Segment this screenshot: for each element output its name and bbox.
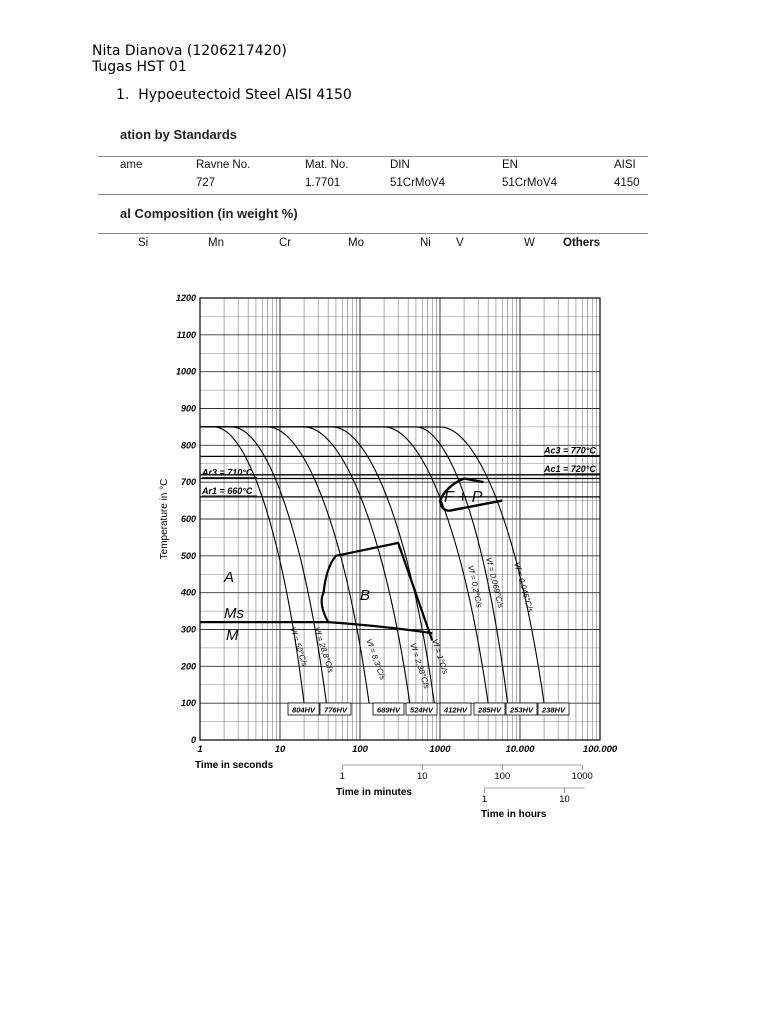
y-tick-label: 700 [180, 477, 196, 488]
composition-title: al Composition (in weight %) [120, 206, 298, 221]
std-header-mat: Mat. No. [305, 159, 349, 171]
phase-label: A [224, 569, 235, 586]
cooling-rate-label: Vf = 0,2°C/s [466, 564, 484, 609]
std-value-en: 51CrMoV4 [502, 177, 557, 189]
hardness-value: 776HV [324, 705, 347, 715]
ms-line [328, 622, 432, 633]
student-name: Nita Dianova (1206217420) [92, 43, 287, 59]
cooling-rate-label: Vf = 28,8°C/s [312, 625, 336, 674]
x-tick-label-minutes: 100 [494, 771, 511, 782]
y-tick-label: 0 [190, 735, 196, 745]
x-tick-label-hours: 10 [559, 794, 570, 805]
y-tick-label: 900 [180, 403, 196, 414]
y-tick-label: 200 [180, 661, 196, 672]
comp-header-si: Si [138, 237, 149, 249]
critical-temperature-label: Ar3 = 710°C [202, 467, 253, 478]
x-tick-label-seconds: 100 [352, 744, 368, 755]
x-tick-label-minutes: 1000 [571, 771, 593, 782]
y-tick-label: 500 [180, 550, 196, 561]
std-header-name: ame [120, 159, 143, 171]
phase-label: M [226, 627, 239, 644]
std-value-aisi: 4150 [614, 177, 640, 189]
x-axis-label-minutes: Time in minutes [336, 787, 412, 798]
list-number: 1. [116, 87, 130, 103]
x-axis-label-seconds: Time in seconds [195, 760, 274, 771]
comp-header-mo: Mo [348, 237, 364, 249]
hardness-value: 524HV [410, 705, 433, 715]
hardness-value: 804HV [292, 705, 315, 715]
hardness-value: 285HV [478, 705, 501, 715]
comp-header-v: V [456, 237, 464, 249]
phase-label: B [360, 587, 371, 604]
std-header-aisi: AISI [614, 159, 636, 171]
comp-header-others: Others [563, 237, 601, 249]
x-tick-label-seconds: 1000 [429, 744, 451, 755]
cooling-rate-label: Vf = 0,069°C/s [484, 556, 506, 609]
list-item-text: Hypoeutectoid Steel AISI 4150 [138, 87, 352, 103]
x-tick-label-minutes: 1 [339, 771, 345, 782]
std-header-en: EN [502, 159, 518, 171]
phase-label: F + P [444, 489, 483, 506]
comp-header-mn: Mn [208, 237, 224, 249]
y-tick-label: 600 [180, 514, 196, 524]
cooling-rate-label: Vf = 1°C/s [430, 637, 450, 676]
hardness-value: 253HV [510, 705, 533, 715]
critical-temperature-label: Ar1 = 660°C [202, 485, 253, 496]
critical-temperature-label: Ac3 = 770°C [544, 445, 596, 456]
x-tick-label-minutes: 10 [416, 771, 428, 782]
cooling-rate-label: Vf = 2,38°C/s [408, 641, 432, 690]
std-value-din: 51CrMoV4 [390, 177, 445, 189]
y-tick-label: 300 [180, 624, 196, 635]
x-tick-label-seconds: 10.000 [505, 744, 535, 755]
y-tick-label: 1200 [175, 293, 196, 303]
hardness-value: 238HV [542, 705, 565, 715]
y-tick-label: 800 [180, 440, 196, 451]
y-tick-label: 100 [180, 698, 196, 709]
cooling-rate-label: Vf = 8,3°C/s [364, 637, 388, 682]
y-tick-label: 1100 [176, 329, 196, 340]
comp-header-w: W [524, 237, 535, 249]
y-axis-label: Temperature in °C [159, 478, 170, 560]
x-tick-label-seconds: 100.000 [582, 744, 618, 755]
critical-temperature-label: Ac1 = 720°C [544, 463, 596, 474]
assignment-title: Tugas HST 01 [92, 59, 187, 75]
x-axis-label-hours: Time in hours [481, 809, 547, 820]
std-header-din: DIN [390, 159, 410, 171]
standards-title: ation by Standards [120, 127, 238, 142]
hardness-value: 412HV [444, 705, 467, 715]
x-tick-label-seconds: 10 [274, 744, 286, 755]
x-tick-label-seconds: 1 [197, 744, 203, 755]
x-tick-label-hours: 1 [481, 794, 488, 805]
comp-header-ni: Ni [420, 237, 431, 249]
std-value-ravne: 727 [196, 177, 216, 189]
phase-label: Ms [224, 605, 244, 622]
cooling-rate-label: Vf = 50°C/s [288, 625, 310, 668]
std-header-ravne: Ravne No. [196, 159, 251, 171]
std-value-mat: 1.7701 [305, 177, 341, 189]
comp-header-cr: Cr [279, 237, 292, 249]
y-tick-label: 400 [180, 587, 196, 598]
cooling-rate-label: Vf = 0,046°C/s [512, 561, 536, 614]
hardness-value: 689HV [377, 705, 400, 715]
y-tick-label: 1000 [175, 366, 196, 377]
